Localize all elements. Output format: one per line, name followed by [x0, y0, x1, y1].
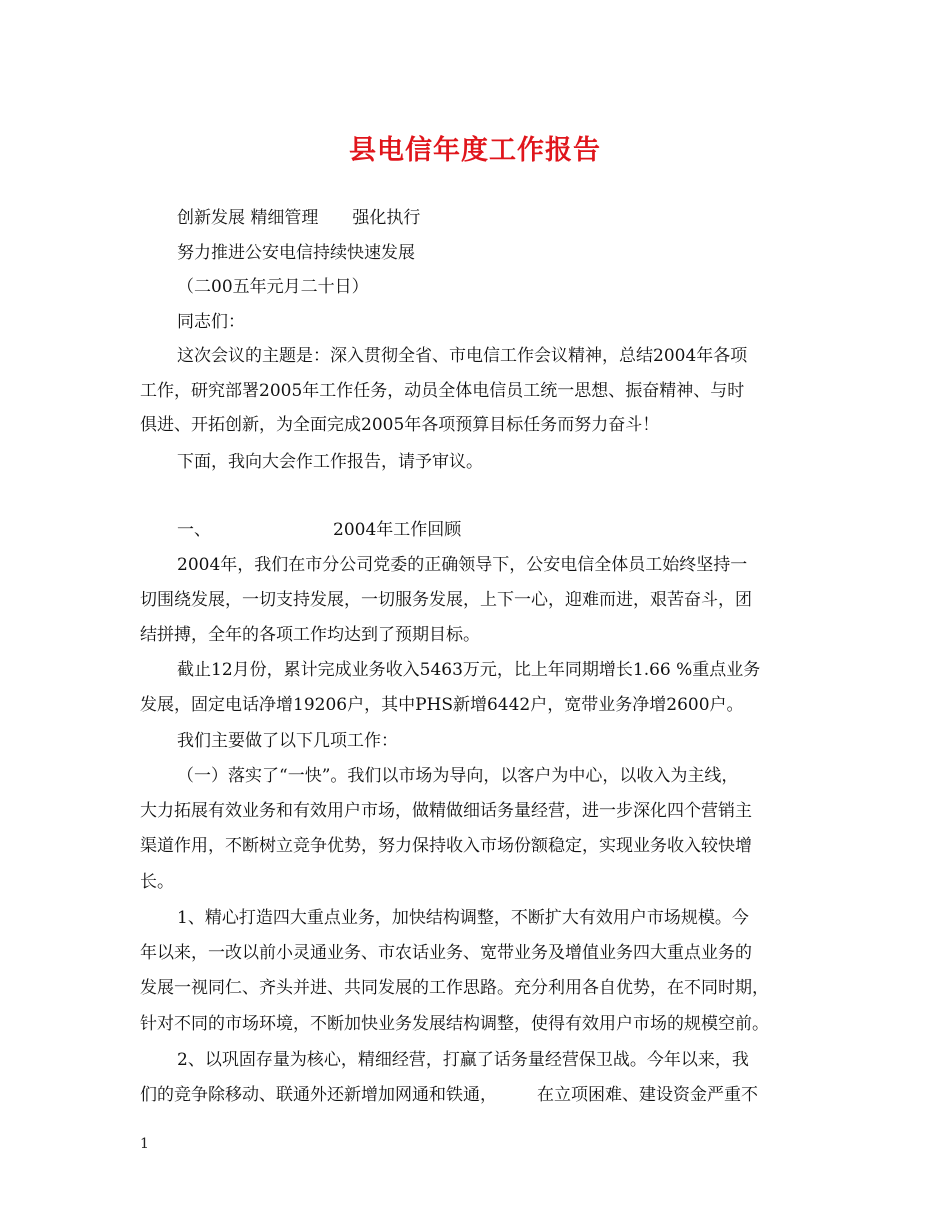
greeting: 同志们：: [177, 312, 245, 332]
point2-part-2: 在立项困难、建设资金严重不: [537, 1085, 758, 1105]
report-line: 下面，我向大会作工作报告，请予审议。: [177, 452, 483, 472]
work-intro: 我们主要做了以下几项工作：: [177, 731, 398, 751]
section-heading: [177, 520, 461, 540]
point1-line: 年以来，一改以前小灵通业务、市农话业务、宽带业务及增值业务四大重点业务的: [140, 943, 752, 963]
section-title: 2004年工作回顾: [333, 520, 462, 540]
item1-line: 渠道作用，不断树立竞争优势，努力保持收入市场份额稳定，实现业务收入较快增: [140, 836, 752, 856]
item1-line: 长。: [140, 872, 174, 892]
point2-line: [140, 1085, 758, 1105]
subtitle-line-2: 努力推进公安电信持续快速发展: [177, 243, 415, 263]
section-number: 一、: [177, 520, 211, 540]
point2-part-1: 们的竞争除移动、联通外还新增加网通和铁通，: [140, 1085, 497, 1105]
point1-line: 1、精心打造四大重点业务，加快结构调整，不断扩大有效用户市场规模。今: [177, 908, 749, 928]
review-line: 结拼搏，全年的各项工作均达到了预期目标。: [140, 625, 480, 645]
review-line: 2004年，我们在市分公司党委的正确领导下，公安电信全体员工始终坚持一: [177, 555, 748, 575]
intro-line: 俱进、开拓创新，为全面完成2005年各项预算目标任务而努力奋斗！: [140, 415, 660, 435]
point2-line: 2、以巩固存量为核心，精细经营，打赢了话务量经营保卫战。今年以来，我: [177, 1050, 749, 1070]
document-title: 县电信年度工作报告: [349, 135, 601, 166]
stats-line: 发展，固定电话净增19206户，其中PHS新增6442户，宽带业务净增2600户。: [140, 695, 744, 715]
page-number: 1: [140, 1136, 149, 1152]
date-line: （二00五年元月二十日）: [177, 277, 369, 297]
stats-line: 截止12月份，累计完成业务收入5463万元，比上年同期增长1.66 %重点业务: [177, 660, 761, 680]
intro-line: 这次会议的主题是：深入贯彻全省、市电信工作会议精神，总结2004年各项: [177, 346, 748, 366]
item1-line: 大力拓展有效业务和有效用户市场，做精做细话务量经营，进一步深化四个营销主: [140, 801, 752, 821]
subtitle-part-2: 强化执行: [352, 208, 421, 228]
item1-line: （一）落实了“一快”。我们以市场为导向，以客户为中心，以收入为主线，: [177, 766, 739, 786]
point1-line: 发展一视同仁、齐头并进、共同发展的工作思路。充分利用各自优势，在不同时期，: [140, 978, 769, 998]
point1-line: 针对不同的市场环境，不断加快业务发展结构调整，使得有效用户市场的规模空前。: [140, 1014, 769, 1034]
subtitle-part-1: 创新发展 精细管理: [177, 208, 319, 228]
review-line: 切围绕发展，一切支持发展，一切服务发展，上下一心，迎难而进，艰苦奋斗，团: [140, 590, 752, 610]
subtitle-line-1: [177, 208, 420, 228]
intro-line: 工作，研究部署2005年工作任务，动员全体电信员工统一思想、振奋精神、与时: [140, 381, 745, 401]
